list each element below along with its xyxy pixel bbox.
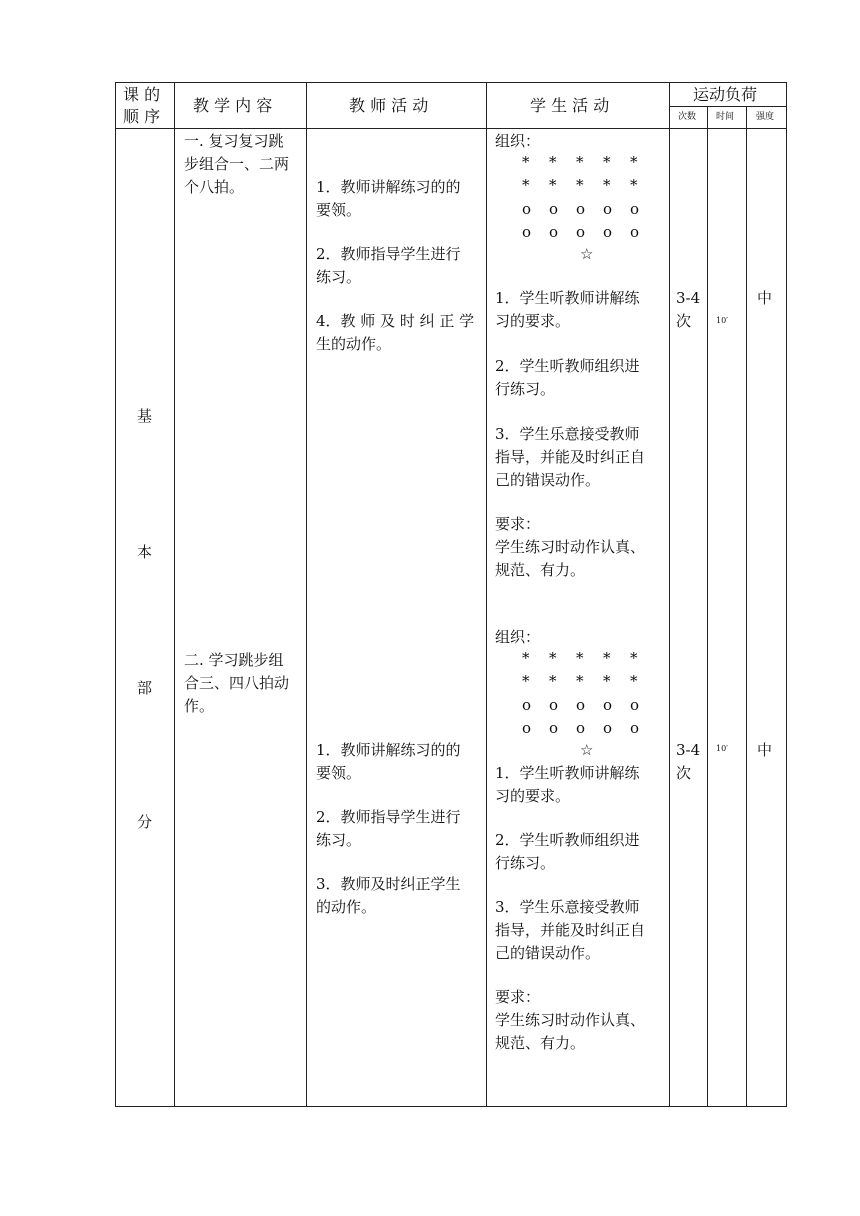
teacher-line: 练习。 xyxy=(316,831,362,849)
student-mark: o xyxy=(576,200,586,218)
student-mark: o xyxy=(576,223,586,241)
student-mark: o xyxy=(576,696,586,714)
student-mark: o xyxy=(522,696,532,714)
header-teacher: 教 师 活 动 xyxy=(349,96,429,115)
content-item2-line: 合三、四八拍动 xyxy=(184,674,290,692)
teacher-line: 要领。 xyxy=(316,764,362,782)
student-mark: * xyxy=(603,153,611,171)
student-line: 1．学生听教师讲解练 xyxy=(495,289,640,307)
student-mark: o xyxy=(603,223,613,241)
teacher-line: 1．教师讲解练习的的 xyxy=(316,741,461,759)
student-line: 规范、有力。 xyxy=(495,1034,586,1052)
teacher-line: 4．教 师 及 时 纠 正 学 xyxy=(316,312,475,330)
load-intensity: 中 xyxy=(757,289,773,307)
load-count-unit: 次 xyxy=(676,312,692,330)
student-mark: * xyxy=(630,672,638,690)
organization-label: 组织： xyxy=(495,628,541,646)
student-mark: * xyxy=(576,153,584,171)
student-mark: o xyxy=(603,200,613,218)
header-load: 运动负荷 xyxy=(693,85,758,104)
section-char: 部 xyxy=(137,679,153,697)
student-line: 己的错误动作。 xyxy=(495,944,601,962)
load-intensity: 中 xyxy=(757,741,773,759)
student-mark: o xyxy=(630,223,640,241)
student-line: 2．学生听教师组织进 xyxy=(495,357,640,375)
student-line: 行练习。 xyxy=(495,854,556,872)
load-count: 3-4 xyxy=(676,289,701,307)
student-mark: o xyxy=(630,200,640,218)
content-item2-line: 二. 学习跳步组 xyxy=(184,651,284,669)
student-mark: o xyxy=(549,200,559,218)
student-mark: o xyxy=(630,719,640,737)
student-mark: * xyxy=(576,672,584,690)
content-item1-line: 个八拍。 xyxy=(184,178,245,196)
student-mark: * xyxy=(522,153,530,171)
student-mark: o xyxy=(630,696,640,714)
content-item1-line: 步组合一、二两 xyxy=(184,155,290,173)
student-line: 习的要求。 xyxy=(495,312,571,330)
student-line: 行练习。 xyxy=(495,380,556,398)
student-mark: o xyxy=(549,696,559,714)
header-time: 时间 xyxy=(716,112,735,122)
student-mark: * xyxy=(549,176,557,194)
load-count: 3-4 xyxy=(676,741,701,759)
teacher-line: 3．教师及时纠正学生 xyxy=(316,875,461,893)
student-mark: * xyxy=(522,649,530,667)
teacher-star-icon: ☆ xyxy=(580,741,594,759)
student-mark: * xyxy=(603,649,611,667)
student-mark: o xyxy=(603,719,613,737)
content-item2-line: 作。 xyxy=(184,697,215,715)
teacher-line: 2．教师指导学生进行 xyxy=(316,245,461,263)
student-line: 1．学生听教师讲解练 xyxy=(495,764,640,782)
student-line: 学生练习时动作认真、 xyxy=(495,538,646,556)
teacher-line: 2．教师指导学生进行 xyxy=(316,808,461,826)
teacher-line: 练习。 xyxy=(316,268,362,286)
teacher-line: 要领。 xyxy=(316,201,362,219)
student-mark: o xyxy=(549,223,559,241)
student-line: 指导，并能及时纠正自 xyxy=(495,448,646,466)
student-mark: * xyxy=(522,176,530,194)
student-line: 己的错误动作。 xyxy=(495,471,601,489)
header-order-line2: 顺 序 xyxy=(123,107,161,126)
student-mark: * xyxy=(630,176,638,194)
student-mark: o xyxy=(603,696,613,714)
student-mark: o xyxy=(522,200,532,218)
load-count-unit: 次 xyxy=(676,764,692,782)
load-time: 10′ xyxy=(716,744,728,753)
student-mark: o xyxy=(522,719,532,737)
student-line: 要求： xyxy=(495,988,541,1006)
student-line: 规范、有力。 xyxy=(495,561,586,579)
student-mark: * xyxy=(603,672,611,690)
student-mark: * xyxy=(549,649,557,667)
student-mark: o xyxy=(522,223,532,241)
student-mark: * xyxy=(630,153,638,171)
teacher-line: 生的动作。 xyxy=(316,335,392,353)
student-mark: * xyxy=(603,176,611,194)
header-count: 次数 xyxy=(678,112,697,122)
student-mark: * xyxy=(549,153,557,171)
teacher-line: 1．教师讲解练习的的 xyxy=(316,178,461,196)
section-char: 本 xyxy=(137,543,153,561)
student-mark: * xyxy=(549,672,557,690)
student-line: 3．学生乐意接受教师 xyxy=(495,898,640,916)
section-char: 分 xyxy=(137,813,153,831)
load-time: 10′ xyxy=(716,316,728,325)
header-student: 学 生 活 动 xyxy=(530,96,610,115)
student-mark: o xyxy=(576,719,586,737)
student-line: 要求： xyxy=(495,515,541,533)
header-order-line1: 课 的 xyxy=(123,85,161,104)
teacher-star-icon: ☆ xyxy=(580,245,594,263)
student-mark: * xyxy=(576,176,584,194)
organization-label: 组织： xyxy=(495,132,541,150)
teacher-line: 的动作。 xyxy=(316,898,377,916)
student-line: 3．学生乐意接受教师 xyxy=(495,425,640,443)
student-line: 学生练习时动作认真、 xyxy=(495,1011,646,1029)
student-mark: o xyxy=(549,719,559,737)
header-content: 教 学 内 容 xyxy=(193,96,273,115)
student-mark: * xyxy=(630,649,638,667)
content-item1-line: 一. 复习复习跳 xyxy=(184,132,284,150)
header-intensity: 强度 xyxy=(756,112,775,122)
student-line: 习的要求。 xyxy=(495,787,571,805)
student-mark: * xyxy=(576,649,584,667)
student-line: 2．学生听教师组织进 xyxy=(495,831,640,849)
student-mark: * xyxy=(522,672,530,690)
student-line: 指导，并能及时纠正自 xyxy=(495,921,646,939)
section-char: 基 xyxy=(137,407,153,425)
